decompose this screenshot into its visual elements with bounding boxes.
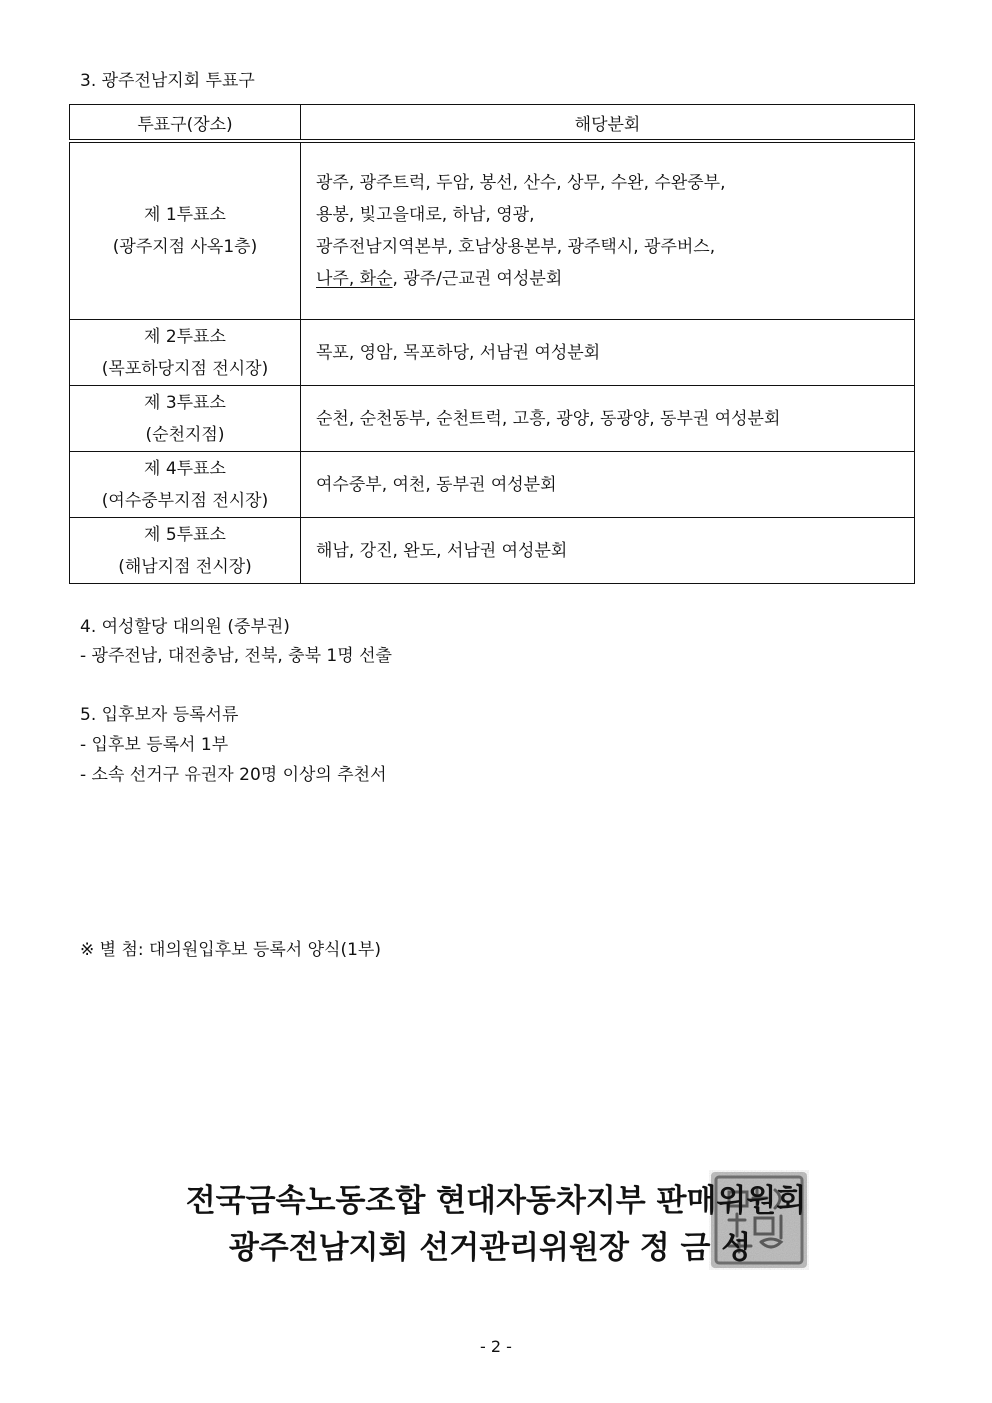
section5-item: - 입후보 등록서 1부 xyxy=(80,735,229,755)
table-header-place: 투표구(장소) xyxy=(70,105,301,142)
branch-line xyxy=(316,263,914,295)
branch-line: 광주전남지역본부, 호남상용본부, 광주택시, 광주버스, xyxy=(316,237,716,257)
station-name: 제 2투표소 xyxy=(144,326,226,347)
signature-organization: 전국금속노동조합 현대자동차지부 판매위원회 xyxy=(185,1183,807,1219)
branches-cell: 목포, 영암, 목포하당, 서남권 여성분회 xyxy=(301,320,915,386)
branch-line-rest: , 광주/근교권 여성분회 xyxy=(392,269,563,289)
station-location: (순천지점) xyxy=(145,424,225,445)
attachment-note: ※ 별 첨: 대의원입후보 등록서 양식(1부) xyxy=(80,940,381,960)
section4-heading: 4. 여성할당 대의원 (중부권) xyxy=(80,617,290,637)
place-cell xyxy=(70,518,301,584)
branches-cell: 순천, 순천동부, 순천트럭, 고흥, 광양, 동광양, 동부권 여성분회 xyxy=(301,386,915,452)
table-row xyxy=(70,452,915,518)
page-number: - 2 - xyxy=(480,1337,512,1356)
table-row xyxy=(70,386,915,452)
table-header-branches: 해당분회 xyxy=(301,105,915,142)
section4-item: - 광주전남, 대전충남, 전북, 충북 1명 선출 xyxy=(80,646,392,666)
place-cell xyxy=(70,141,301,320)
station-name: 제 3투표소 xyxy=(144,392,226,413)
place-cell xyxy=(70,320,301,386)
branch-line: 광주, 광주트럭, 두암, 봉선, 산수, 상무, 수완, 수완중부, xyxy=(316,173,726,193)
place-cell xyxy=(70,386,301,452)
branches-cell xyxy=(301,141,915,320)
station-name: 제 5투표소 xyxy=(144,524,226,545)
station-name: 제 4투표소 xyxy=(144,458,226,479)
table-row xyxy=(70,141,915,320)
section5-item: - 소속 선거구 유권자 20명 이상의 추천서 xyxy=(80,765,387,785)
section5-heading: 5. 입후보자 등록서류 xyxy=(80,705,239,725)
branches-cell: 해남, 강진, 완도, 서남권 여성분회 xyxy=(301,518,915,584)
table-row xyxy=(70,320,915,386)
branch-line: 용봉, 빛고을대로, 하남, 영광, xyxy=(316,205,535,225)
underlined-branches: 나주, 화순 xyxy=(316,269,393,289)
section3-heading: 3. 광주전남지회 투표구 xyxy=(80,71,255,91)
place-cell xyxy=(70,452,301,518)
signature-chairperson: 광주전남지회 선거관리위원장 정 금 성 xyxy=(228,1230,752,1266)
table-row xyxy=(70,518,915,584)
station-location: (해남지점 전시장) xyxy=(118,556,252,577)
polling-station-table xyxy=(69,104,915,584)
station-location: (목포하당지점 전시장) xyxy=(101,358,269,379)
branches-cell: 여수중부, 여천, 동부권 여성분회 xyxy=(301,452,915,518)
station-location: (광주지점 사옥1층) xyxy=(112,237,258,257)
station-location: (여수중부지점 전시장) xyxy=(101,490,269,511)
station-name: 제 1투표소 xyxy=(144,205,226,225)
